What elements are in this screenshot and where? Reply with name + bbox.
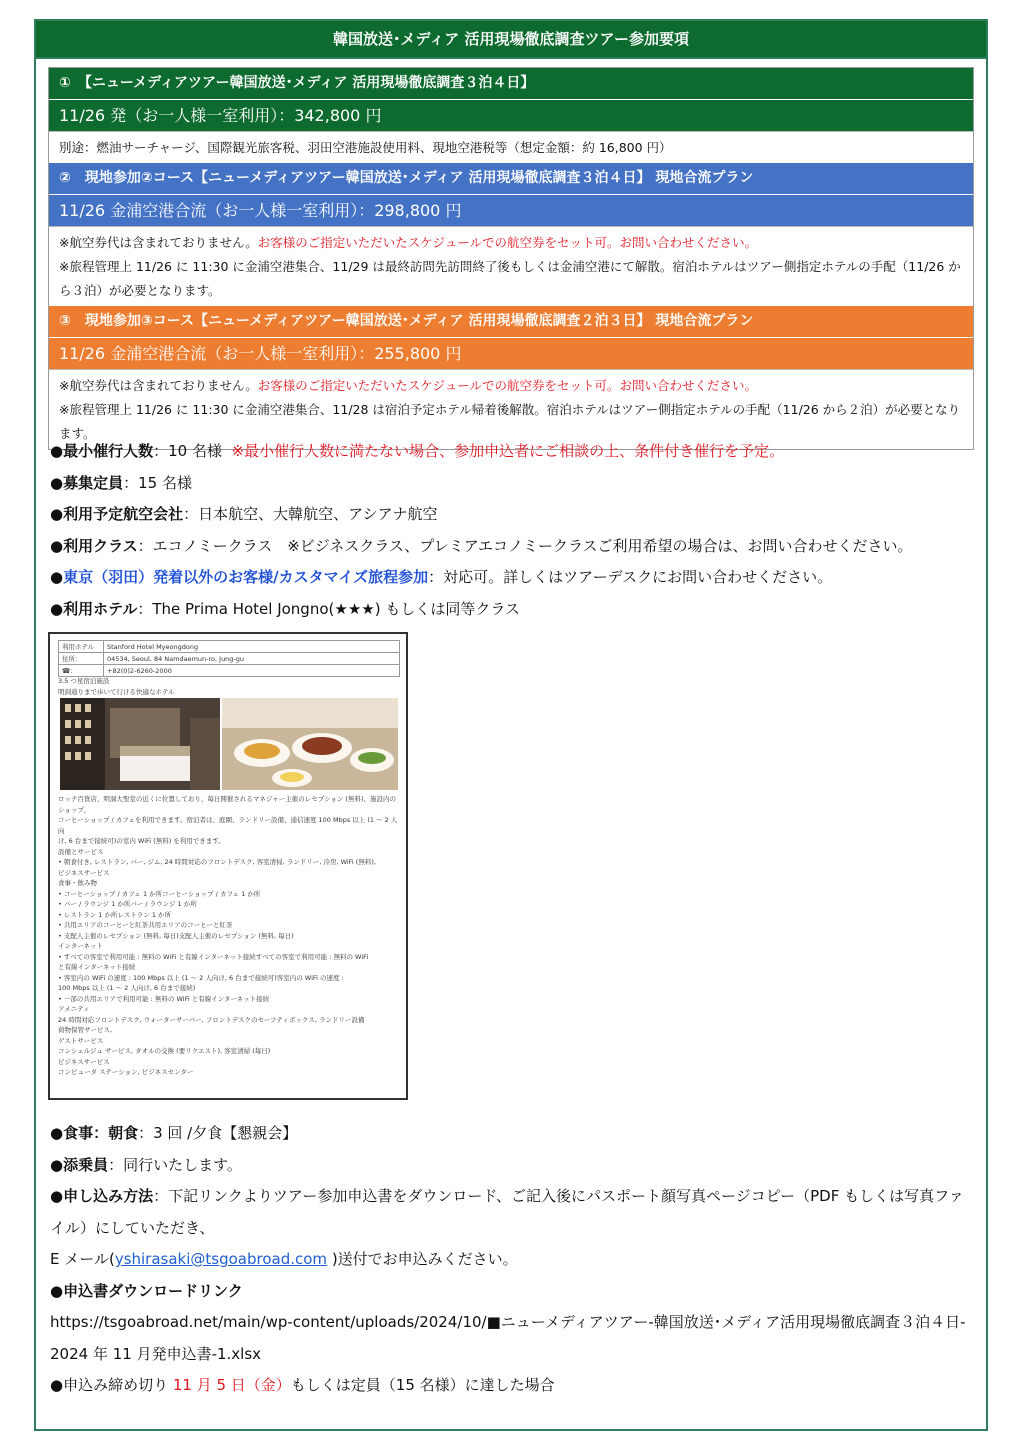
hotel-tagline: 明洞通りまで歩いて行ける快適なホテル (58, 688, 175, 696)
application-info (50, 1118, 975, 1402)
course-1 (49, 68, 973, 163)
line: コーヒーショップ / カフェを利用できます。宿泊者は、庭園、ランドリー設備、通信速度 100 Mbps 以上 (1 ～ 2 人向 (58, 816, 398, 835)
info-value: ：エコノミークラス ※ビジネスクラス、プレミアエコノミークラスご利用希望の場合は、お問い合わせください。 (137, 536, 913, 555)
line: コンシェルジュ サービス, タオルの交換 (要リクエスト), 客室清掃 (毎日) (58, 1047, 271, 1055)
course-3-header: ③ 現地参加③コース【ニューメディアツアー韓国放送･メディア 活用現場徹底調査２泊３日】 現地合流プラン (49, 306, 973, 338)
table-row (59, 653, 400, 665)
capacity (50, 468, 980, 500)
note-text-red: お客様のご指定いただいたスケジュールでの航空券をセット可。お問い合わせください。 (257, 378, 757, 393)
line: 100 Mbps 以上 (1 ～ 2 人向け, 6 台まで接続) (58, 984, 196, 992)
table-cell: Stanford Hotel Myeongdong (104, 641, 400, 653)
note-text: 別途：燃油サーチャージ、国際観光旅客税、羽田空港施設使用料、現地空港税等（想定金額：約 16,800 円） (59, 140, 672, 155)
line: ゲストサービス (58, 1036, 104, 1045)
line: • すべての客室で利用可能 : 無料の WiFi と有線インターネット接続すべての客室で利用可能 : 無料の WiFi (58, 952, 369, 961)
hotel-description (58, 794, 398, 1078)
line: け, 6 台まで接続可)の室内 WiFi (無料) を利用できます。 (58, 837, 225, 845)
line: 荷物保管サービス, (58, 1026, 113, 1034)
line: 24 時間対応フロントデスク, ウォーターサーバー, フロントデスクのセーフティボックス, ランドリー設備 (58, 1015, 365, 1024)
download-url[interactable]: https://tsgoabroad.net/main/wp-content/uploads/2024/10/■ニューメディアツアー-韓国放送･メディア活用現場徹底調査３泊４日-2024 年 11 月発申込書-1.xlsx (50, 1313, 966, 1363)
course-2-header: ② 現地参加②コース【ニューメディアツアー韓国放送･メディア 活用現場徹底調査３泊４日】 現地合流プラン (49, 163, 973, 195)
info-label: 東京（羽田）発着以外のお客様/カスタマイズ旅程参加 (63, 568, 429, 586)
deadline-date: 11 月 5 日（金） (172, 1376, 291, 1394)
table-cell: ☎： (59, 665, 104, 677)
course-1-notes (49, 131, 973, 163)
line: • 支配人主催のレセプション (無料, 毎日)支配人主催のレセプション (無料, 毎日) (58, 931, 294, 940)
table-cell: 住所： (59, 653, 104, 665)
course-3-price: 11/26 金浦空港合流（お一人様一室利用）：255,800 円 (49, 338, 973, 369)
line: • コーヒーショップ / カフェ 1 か所コーヒーショップ / カフェ 1 か所 (58, 889, 261, 898)
email-line (50, 1244, 975, 1276)
min-participants (50, 436, 980, 468)
course-3-note-1 (59, 374, 963, 398)
email-link[interactable]: yshirasaki@tsgoabroad.com (114, 1250, 328, 1268)
note-text: ※旅程管理上 11/26 に 11:30 に金浦空港集合、11/29 は最終訪問先訪問終了後もしくは金浦空港にて解散。宿泊ホテルはツアー側指定ホテルの手配（11/26 から３泊）が必要となります。 (59, 259, 961, 298)
course-2-notes (49, 226, 973, 306)
table-cell: 利用ホテル (59, 641, 104, 653)
line: • 客室内の WiFi の速度 : 100 Mbps 以上 (1 ～ 2 人向け, 6 台まで接続可)客室内の WiFi の速度 : (58, 973, 344, 982)
table-row (59, 641, 400, 653)
line: コンピュータ ステーション, ビジネスセンター (58, 1068, 194, 1076)
line: • バー / ラウンジ 1 か所バー / ラウンジ 1 か所 (58, 900, 197, 908)
note-text: ※航空券代は含まれておりません。 (59, 235, 258, 250)
hotel-rating: 3.5 つ星宿泊施設 (58, 677, 110, 685)
info-label: ●利用予定航空会社 (50, 505, 184, 523)
info-value: ：下記リンクよりツアー参加申込書をダウンロード、ご記入後にパスポート顔写真ページコピー（PDF もしくは写真ファイル）にしていただき、 (50, 1187, 964, 1237)
info-value: ：15 名様 (123, 473, 192, 492)
info-label: ●添乗員 (50, 1155, 109, 1174)
line: ロッテ百貨店、明洞大聖堂の近くに位置しており、毎日開催されるマネジャー主催のレセプション (無料)、施設内のショップ、 (58, 795, 396, 814)
info-label: ●申込み締め切り (50, 1376, 173, 1394)
info-label: ●募集定員 (50, 473, 124, 492)
info-note: ※最小催行人数に満たない場合、参加申込者にご相談の上、条件付き催行を予定。 (231, 442, 785, 460)
airlines (50, 499, 980, 531)
table-cell: 04534, Seoul, 84 Namdaemun-ro, Jung-gu (104, 653, 400, 665)
info-label: ●利用クラス (50, 536, 138, 555)
custom-itinerary (50, 562, 980, 594)
line: 設備とサービス (58, 847, 104, 856)
hotel-breakfast-photo (222, 698, 398, 790)
line: と有線インターネット接続 (58, 963, 136, 971)
course-1-note-1 (59, 136, 963, 160)
info-value: )送付でお申込みください。 (327, 1250, 518, 1268)
info-label: ●食事：朝食 (50, 1124, 139, 1142)
info-value: ：同行いたします。 (108, 1155, 242, 1174)
course-1-header: ① 【ニューメディアツアー韓国放送･メディア 活用現場徹底調査３泊４日】 (49, 68, 973, 100)
seat-class (50, 531, 980, 563)
note-text: ※航空券代は含まれておりません。 (59, 378, 258, 393)
line: アメニティ (58, 1005, 90, 1013)
info-value: ：The Prima Hotel Jongno(★★★) もしくは同等クラス (137, 599, 520, 618)
tour-conductor (50, 1150, 975, 1182)
line: • 朝食付き, レストラン, バー, ジム, 24 時間対応のフロントデスク, 客室清掃, ランドリー, 冷房, WiFi (無料), (58, 858, 376, 866)
info-value: もしくは定員（15 名様）に達した場合 (290, 1376, 555, 1394)
course-3 (49, 306, 973, 449)
hotel (50, 594, 980, 626)
course-2 (49, 163, 973, 306)
info-label: ●最小催行人数 (50, 442, 154, 460)
course-2-price: 11/26 金浦空港合流（お一人様一室利用）：298,800 円 (49, 195, 973, 226)
tour-info (50, 436, 980, 625)
download-heading (50, 1276, 975, 1308)
line: ビジネスサービス (58, 868, 110, 877)
info-value: ：10 名様 (153, 442, 222, 460)
course-table (48, 67, 974, 450)
table-row (59, 665, 400, 677)
table-cell: +82(0)2-6260-2000 (104, 665, 400, 677)
info-label: ●申込書ダウンロードリンク (50, 1281, 243, 1300)
info-value: ：日本航空、大韓航空、アシアナ航空 (183, 505, 438, 523)
info-label: ●利用ホテル (50, 599, 138, 618)
info-value: ：対応可。詳しくはツアーデスクにお問い合わせください。 (428, 568, 833, 586)
line: インターネット (58, 942, 103, 950)
page-title: 韓国放送･メディア 活用現場徹底調査ツアー参加要項 (34, 19, 988, 59)
info-value: ：3 回 /夕食【懇親会】 (138, 1124, 298, 1142)
line: • レストラン 1 か所レストラン 1 か所 (58, 910, 172, 919)
deadline (50, 1370, 975, 1402)
line: • 一部の共用エリアで利用可能 : 無料の WiFi と有線インターネット接続 (58, 994, 270, 1003)
hotel-info-table (58, 640, 400, 677)
note-text: ※旅程管理上 11/26 に 11:30 に金浦空港集合、11/28 は宿泊予定ホテル帰着後解散。宿泊ホテルはツアー側指定ホテルの手配（11/26 から２泊）が必要となります。 (59, 402, 961, 441)
line: ビジネスサービス (58, 1057, 110, 1066)
meals (50, 1118, 975, 1150)
course-2-note-1 (59, 231, 963, 255)
course-1-price: 11/26 発（お一人様一室利用）：342,800 円 (49, 100, 973, 131)
how-to-apply (50, 1181, 975, 1244)
info-value: E メール( (50, 1250, 115, 1268)
note-text-red: お客様のご指定いただいたスケジュールでの航空券をセット可。お問い合わせください。 (257, 235, 757, 250)
bullet: ● (50, 568, 64, 586)
info-label: ●申し込み方法 (50, 1187, 154, 1205)
hotel-info-screenshot (48, 632, 408, 1100)
line: • 共用エリアのコーヒーと紅茶共用エリアのコーヒーと紅茶 (58, 921, 233, 929)
line: 食事・飲み物 (58, 879, 97, 887)
course-2-note-2 (59, 255, 963, 303)
hotel-exterior-photo (60, 698, 220, 790)
